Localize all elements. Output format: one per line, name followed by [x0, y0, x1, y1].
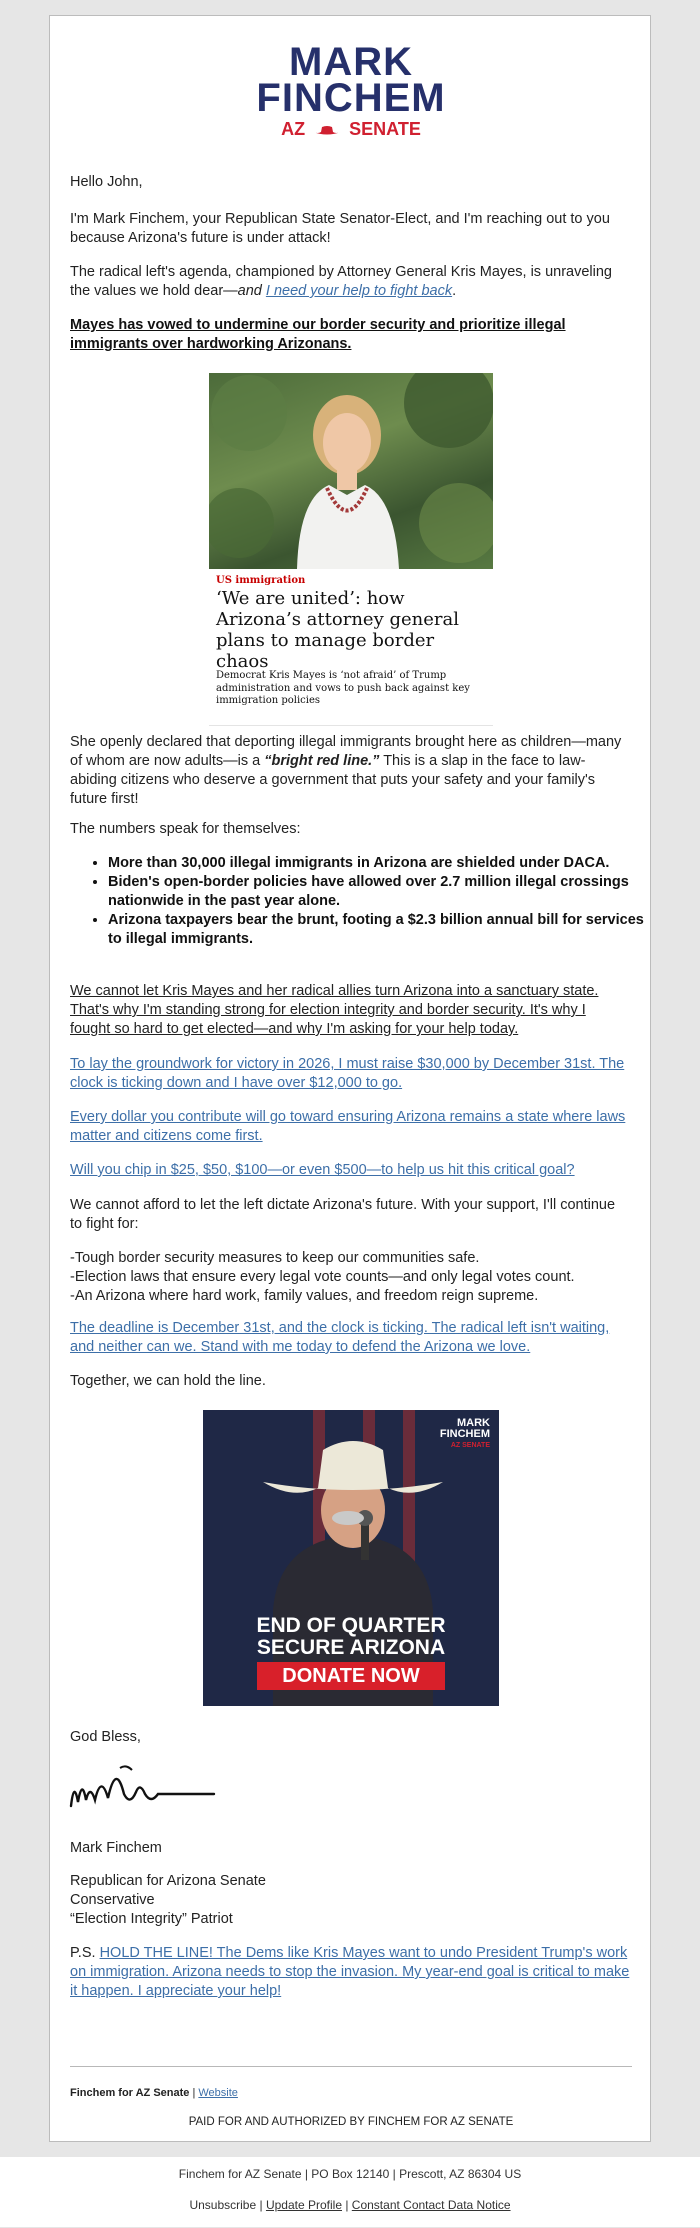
guardian-article-image[interactable]: [209, 373, 493, 726]
fundraising-goal-link[interactable]: To lay the groundwork for victory in 2026, I must raise $30,000 by December 31st. The clock is ticking down and I have over $12,000 to go.: [70, 1056, 625, 1091]
agenda-paragraph: The radical left's agenda, championed by Attorney General Kris Mayes, is unraveling the values we hold dear—and I need your help to fight back.: [70, 264, 612, 299]
update-profile-link[interactable]: Update Profile: [265, 2198, 342, 2212]
constant-contact-data-notice-link[interactable]: Constant Contact Data Notice: [351, 2198, 511, 2212]
logo-senate: SENATE: [349, 119, 421, 139]
email-card: [49, 15, 651, 2142]
sanctuary-state-link[interactable]: We cannot let Kris Mayes and her radical allies turn Arizona into a sanctuary state. That's why I'm standing strong for election integrity and border security. It's why I fought so hard to get elected—and why I'm asking for your help today.: [70, 983, 599, 1037]
article-photo: [209, 373, 493, 569]
signer-titles: Republican for Arizona Senate Conservative “Election Integrity” Patriot: [70, 1873, 266, 1927]
list-item: • Biden's open-border policies have allowed over 2.7 million illegal crossings nationwide in the past year alone.: [108, 873, 648, 911]
website-link[interactable]: Website: [198, 2087, 238, 2099]
continue-fight-paragraph: We cannot afford to let the left dictate Arizona's future. With your support, I'll continue to fight for:: [70, 1197, 616, 1232]
donate-image-logo: MARK FINCHEM AZ SENATE: [439, 1417, 490, 1449]
logo-line-finchem: FINCHEM: [256, 76, 446, 120]
donate-now-button[interactable]: DONATE NOW: [257, 1662, 445, 1690]
signer-name: Mark Finchem: [70, 1840, 162, 1856]
footer-divider: [70, 2066, 632, 2067]
list-item: • More than 30,000 illegal immigrants in Arizona are shielded under DACA.: [108, 854, 648, 873]
numbers-intro: The numbers speak for themselves:: [70, 821, 301, 837]
paid-for-disclaimer: PAID FOR AND AUTHORIZED BY FINCHEM FOR AZ SENATE: [188, 2116, 514, 2128]
closing: God Bless,: [70, 1729, 141, 1745]
donate-image-text: END OF QUARTER SECURE ARIZONA: [256, 1614, 446, 1659]
ps-link[interactable]: HOLD THE LINE! The Dems like Kris Mayes want to undo President Trump's work on immigration. Arizona needs to stop the invasion. My year-end goal is critical to make it happen. I appreciate your help!: [70, 1945, 630, 1999]
bright-red-line-paragraph: She openly declared that deporting illegal immigrants brought here as children—many of whom are now adults—is a “bright red line.” This is a slap in the face to law-abiding citizens who deserve a government that puts your safety and your family's future first!: [70, 734, 622, 807]
mailing-address: Finchem for AZ Senate | PO Box 12140 | Prescott, AZ 86304 US: [178, 2167, 522, 2181]
hold-the-line-text: Together, we can hold the line.: [70, 1373, 266, 1389]
deadline-link[interactable]: The deadline is December 31st, and the clock is ticking. The radical left isn't waiting, and neither can we. Stand with me today to defend the Arizona we love.: [70, 1320, 610, 1355]
woman-portrait-icon: [209, 373, 493, 569]
footer-links: Unsubscribe | Update Profile | Constant Contact Data Notice: [189, 2198, 511, 2212]
chip-in-link[interactable]: Will you chip in $25, $50, $100—or even $500—to help us hit this critical goal?: [70, 1162, 575, 1178]
card-footer-org: Finchem for AZ Senate | Website: [70, 2087, 238, 2099]
signature-image: [68, 1758, 218, 1818]
list-item: • Arizona taxpayers bear the brunt, footing a $2.3 billion annual bill for services to illegal immigrants.: [108, 911, 648, 949]
article-tag: US immigration: [216, 575, 306, 586]
logo-line-mark: MARK: [289, 40, 413, 84]
stats-list: [70, 854, 648, 949]
article-headline: ‘We are united’: how Arizona’s attorney general plans to manage border chaos: [216, 588, 459, 672]
list-item: -Election laws that ensure every legal vote counts—and only legal votes count.: [70, 1269, 575, 1285]
fight-back-link[interactable]: I need your help to fight back: [265, 283, 453, 299]
every-dollar-link[interactable]: Every dollar you contribute will go toward ensuring Arizona remains a state where laws matter and citizens come first.: [70, 1109, 626, 1144]
priorities-list: [70, 1249, 630, 1306]
cowboy-hat-icon: [312, 124, 342, 136]
list-item: -Tough border security measures to keep our communities safe.: [70, 1250, 480, 1266]
logo-az: AZ: [281, 119, 306, 139]
unsubscribe-link[interactable]: Unsubscribe: [189, 2198, 257, 2212]
list-item: -An Arizona where hard work, family values, and freedom reign supreme.: [70, 1288, 539, 1304]
ps-paragraph: P.S. HOLD THE LINE! The Dems like Kris Mayes want to undo President Trump's work on immigration. Arizona needs to stop the invasion. My year-end goal is critical to make it happen. I appreciate your help!: [70, 1945, 630, 1999]
greeting: Hello John,: [70, 174, 143, 190]
intro-paragraph: I'm Mark Finchem, your Republican State Senator-Elect, and I'm reaching out to you because Arizona's future is under attack!: [70, 211, 610, 246]
article-standfirst: Democrat Kris Mayes is ‘not afraid’ of Trump administration and vows to push back against key immigration policies: [216, 670, 470, 706]
bold-headline: Mayes has vowed to undermine our border security and prioritize illegal immigrants over hardworking Arizonans.: [70, 317, 566, 352]
donate-now-image[interactable]: [203, 1410, 499, 1706]
